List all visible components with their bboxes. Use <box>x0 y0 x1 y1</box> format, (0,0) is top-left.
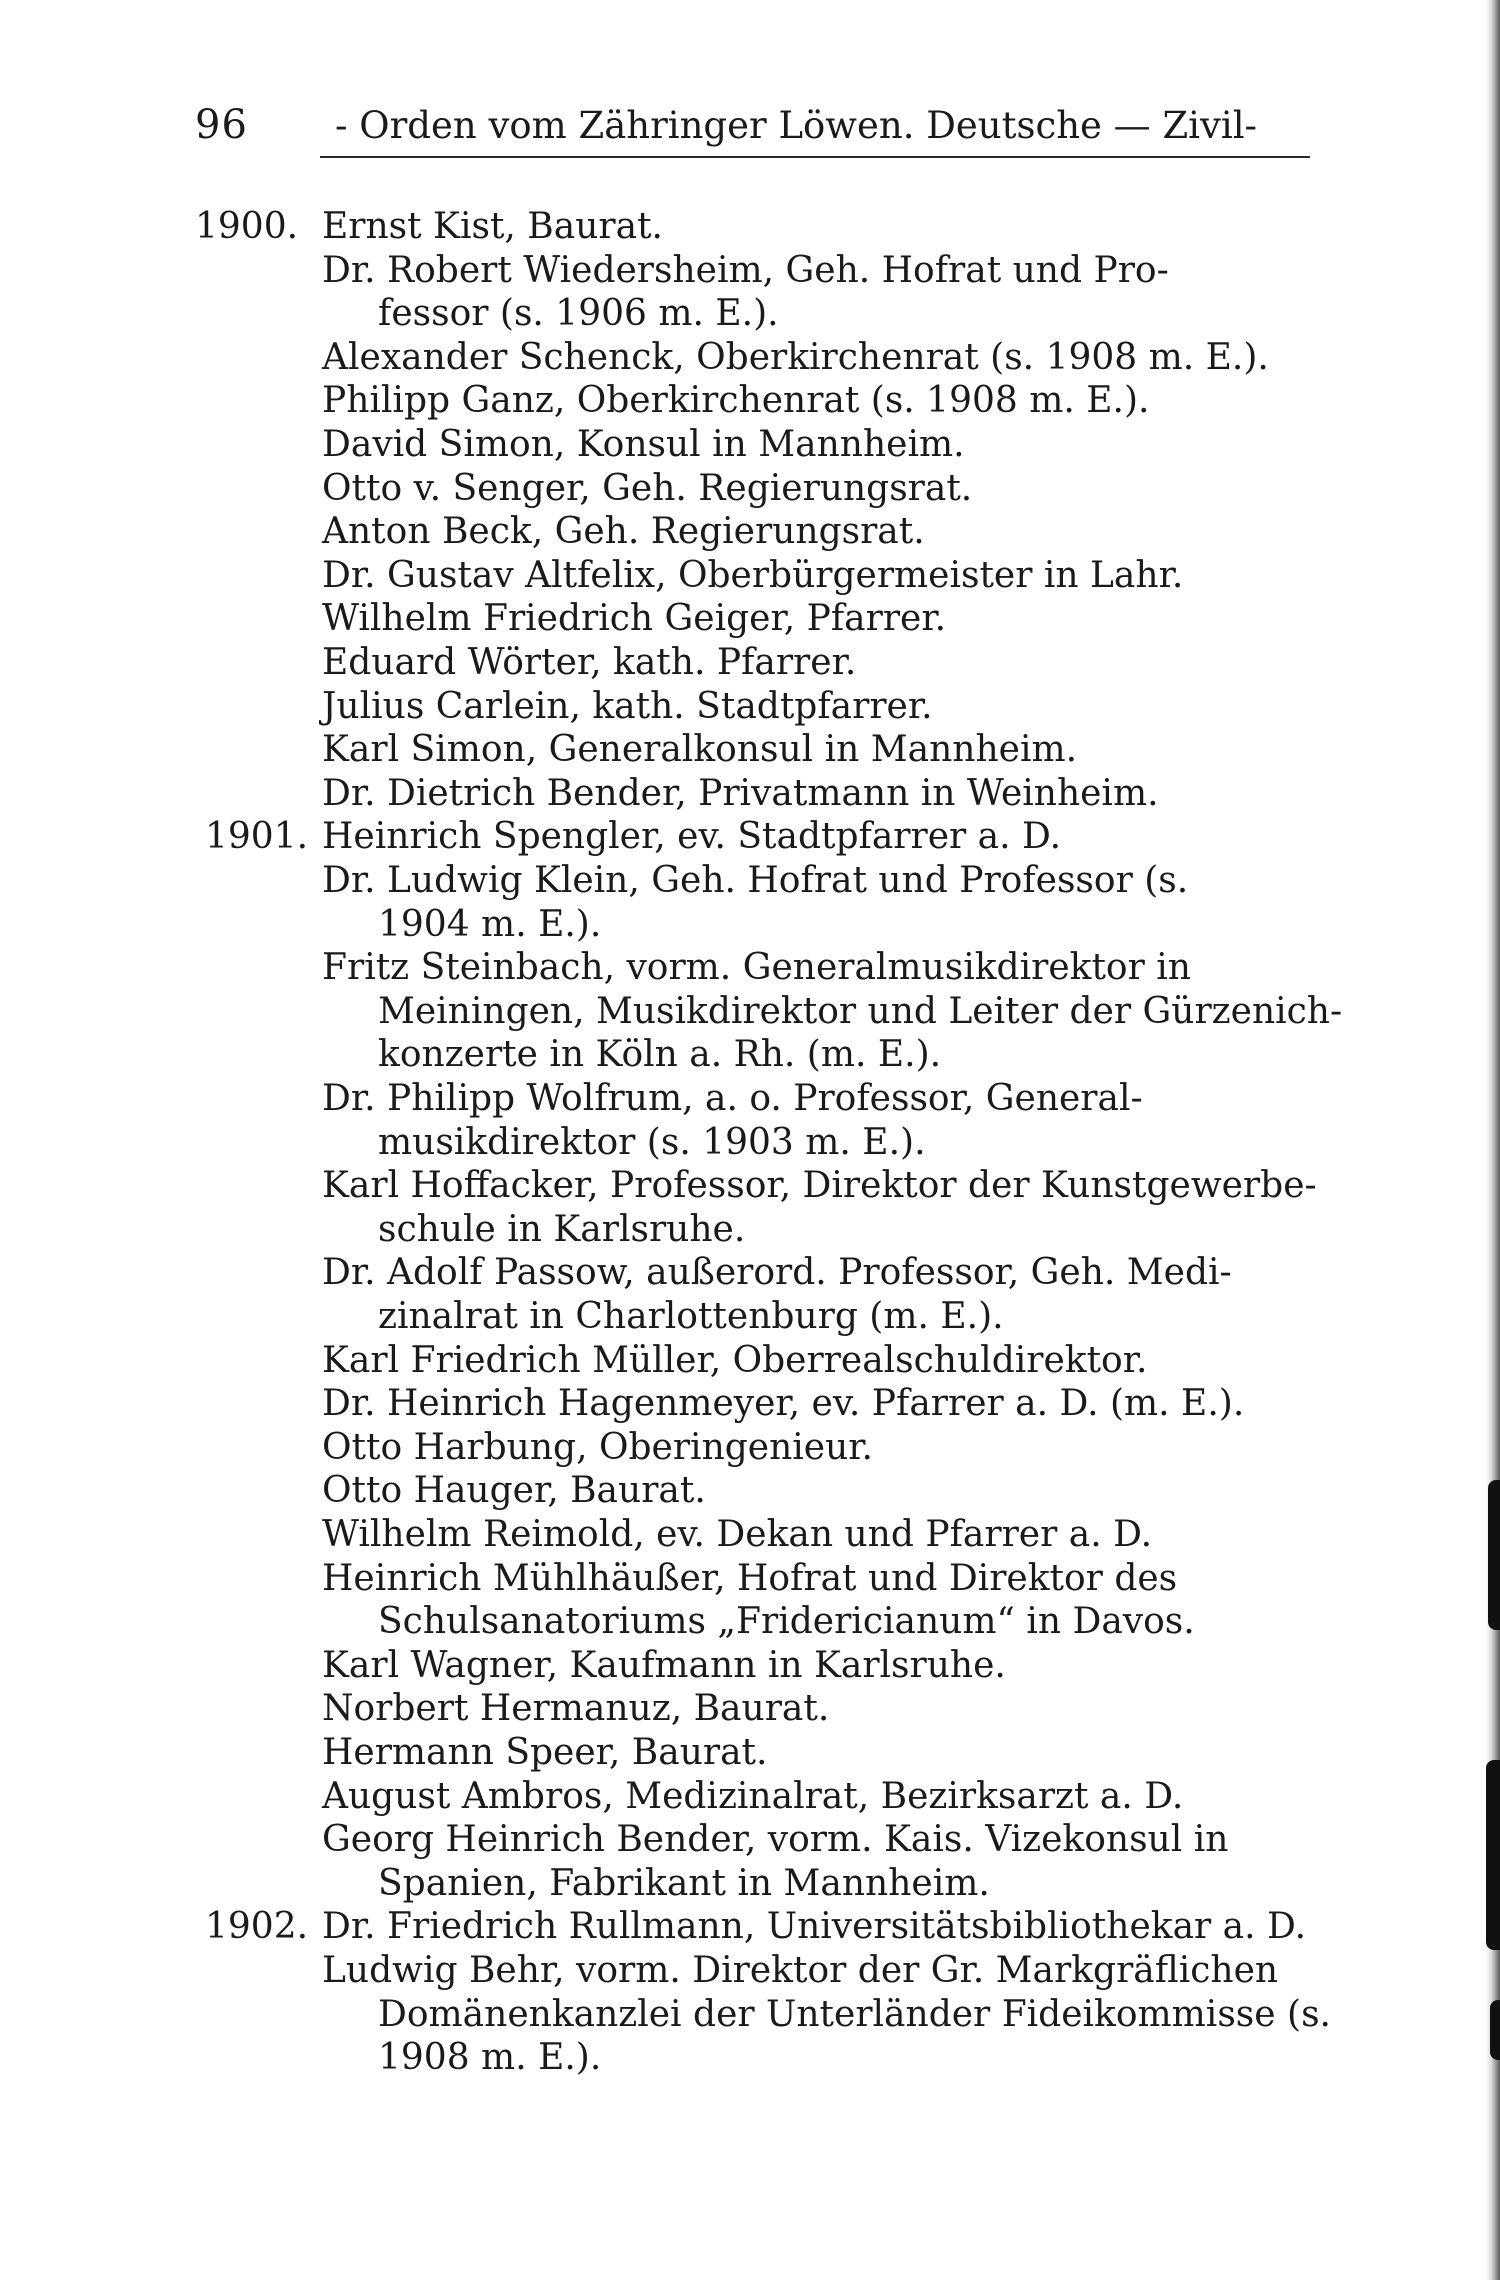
entry-line: Dr. Friedrich Rullmann, Universitätsbibliothekar a. D. <box>322 1906 1307 1948</box>
entry-line: Alexander Schenck, Oberkirchenrat (s. 1908 m. E.). <box>322 336 1269 378</box>
entry-line: August Ambros, Medizinalrat, Bezirksarzt a. D. <box>322 1775 1184 1817</box>
entry-line: Heinrich Spengler, ev. Stadtpfarrer a. D. <box>322 816 1062 858</box>
page-number: 96 <box>195 102 248 148</box>
binding-mark <box>1490 2000 1500 2060</box>
entry-line: Dr. Adolf Passow, außerord. Professor, Geh. Medi- <box>322 1252 1232 1294</box>
entry-continuation-line: 1908 m. E.). <box>378 2037 602 2079</box>
entry-line: Hermann Speer, Baurat. <box>322 1732 768 1773</box>
binding-mark <box>1486 1760 1500 1950</box>
page-header <box>195 96 1285 156</box>
entry-line: David Simon, Konsul in Mannheim. <box>322 424 965 465</box>
entry-continuation-line: 1904 m. E.). <box>378 903 602 945</box>
entry-line: Karl Hoffacker, Professor, Direktor der Kunstgewerbe- <box>322 1165 1317 1207</box>
entry-line: Dr. Heinrich Hagenmeyer, ev. Pfarrer a. D. (m. E.). <box>322 1383 1245 1425</box>
entry-line: Wilhelm Friedrich Geiger, Pfarrer. <box>322 598 947 640</box>
entry-line: Norbert Hermanuz, Baurat. <box>322 1688 830 1730</box>
entry-year: 1902. <box>205 1906 309 1948</box>
entry-line: Dr. Robert Wiedersheim, Geh. Hofrat und Pro- <box>322 249 1169 291</box>
entry-line: Karl Friedrich Müller, Oberrealschuldirektor. <box>322 1339 1148 1381</box>
entry-line: Heinrich Mühlhäußer, Hofrat und Direktor des <box>322 1557 1178 1599</box>
entry-line: Dr. Ludwig Klein, Geh. Hofrat und Professor (s. <box>322 860 1189 901</box>
entry-continuation-line: zinalrat in Charlottenburg (m. E.). <box>378 1296 1004 1337</box>
entry-continuation-line: fessor (s. 1906 m. E.). <box>378 293 779 335</box>
entry-continuation-line: musikdirektor (s. 1903 m. E.). <box>378 1121 926 1163</box>
entry-line: Otto Harbung, Oberingenieur. <box>322 1426 873 1468</box>
entry-continuation-line: schule in Karlsruhe. <box>378 1208 746 1250</box>
entry-line: Otto v. Senger, Geh. Regierungsrat. <box>322 467 973 509</box>
entry-year: 1901. <box>205 816 309 858</box>
entry-year: 1900. <box>195 206 299 247</box>
entry-continuation-line: konzerte in Köln a. Rh. (m. E.). <box>378 1034 942 1076</box>
binding-mark <box>1488 1480 1500 1630</box>
entry-line: Ludwig Behr, vorm. Direktor der Gr. Markgräflichen <box>322 1950 1279 1991</box>
entry-line: Otto Hauger, Baurat. <box>322 1470 706 1512</box>
entry-line: Dr. Dietrich Bender, Privatmann in Weinheim. <box>322 772 1159 814</box>
entry-line: Ernst Kist, Baurat. <box>322 206 663 247</box>
entry-line: Eduard Wörter, kath. Pfarrer. <box>322 642 857 683</box>
entry-continuation-line: Domänenkanzlei der Unterländer Fideikommisse (s. <box>378 1993 1331 2035</box>
header-rule <box>320 156 1310 158</box>
running-title: - Orden vom Zähringer Löwen. Deutsche — Zivil- <box>335 104 1258 147</box>
entry-continuation-line: Spanien, Fabrikant in Mannheim. <box>378 1862 990 1904</box>
entry-line: Georg Heinrich Bender, vorm. Kais. Vizekonsul in <box>322 1819 1229 1861</box>
entry-line: Julius Carlein, kath. Stadtpfarrer. <box>322 685 933 727</box>
entry-continuation-line: Meiningen, Musikdirektor und Leiter der Gürzenich- <box>378 990 1343 1032</box>
entry-line: Karl Simon, Generalkonsul in Mannheim. <box>322 729 1078 771</box>
entry-line: Anton Beck, Geh. Regierungsrat. <box>322 511 925 553</box>
entry-line: Wilhelm Reimold, ev. Dekan und Pfarrer a. D. <box>322 1514 1153 1555</box>
entry-line: Dr. Philipp Wolfrum, a. o. Professor, General- <box>322 1078 1143 1119</box>
entry-line: Dr. Gustav Altfelix, Oberbürgermeister in Lahr. <box>322 554 1184 596</box>
entry-continuation-line: Schulsanatoriums „Fridericianum“ in Davos. <box>378 1601 1195 1643</box>
entry-line: Karl Wagner, Kaufmann in Karlsruhe. <box>322 1644 1006 1686</box>
entry-line: Philipp Ganz, Oberkirchenrat (s. 1908 m. E.). <box>322 380 1150 422</box>
entry-line: Fritz Steinbach, vorm. Generalmusikdirektor in <box>322 947 1191 989</box>
